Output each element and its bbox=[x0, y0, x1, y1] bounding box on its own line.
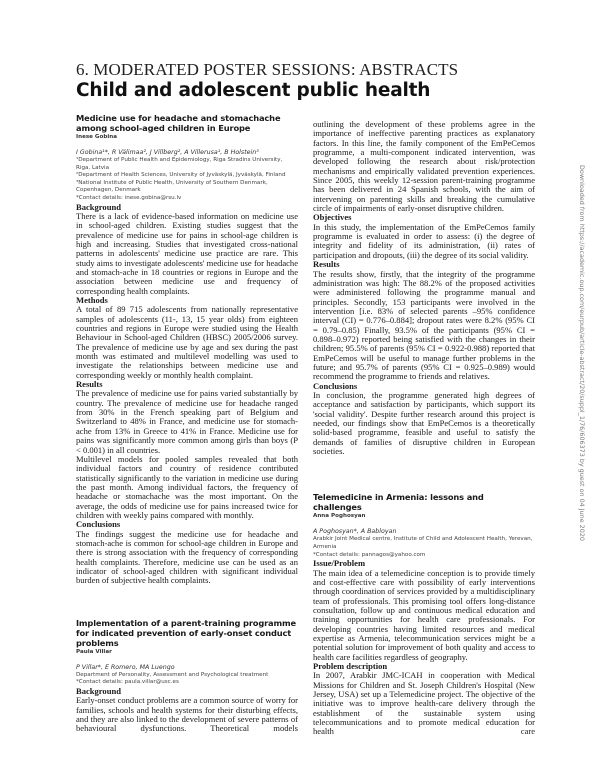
paragraph: outlining the development of these problems agree in the importance of ineffective parenting practices as explanatory factors. In this line, the family component of the EmPeCemos programme, a multi-component indicated intervention, was developed following the research about risk/protection mechanisms and empirically validated prevention experiences. Since 2005, this weekly 12-session parent-training programme has been delivered in 24 Spanish schools, with the aim of intervening on parenting skills and breaking the cumulative circle of impairments of early-onset disruptive children. bbox=[313, 119, 535, 214]
subheading-problem-description: Problem description bbox=[313, 660, 388, 671]
subheading-objectives: Objectives bbox=[313, 212, 352, 223]
abstract-title: Implementation of a parent-training programme for indicated prevention of early-onset conduct problems bbox=[76, 617, 296, 648]
paragraph: In this study, the implementation of the EmPeCemos family programme is evaluated in order to assess: (i) the degree of integrity and fidelity of its administration, (ii) rates of participation and dropouts, (iii) the degree of its social validity. bbox=[313, 221, 535, 260]
subheading-conclusions: Conclusions bbox=[76, 519, 121, 530]
section-title: Child and adolescent public health bbox=[76, 80, 431, 101]
subheading-background: Background bbox=[76, 201, 121, 212]
abstract-title: Telemedicine in Armenia: lessons and challenges bbox=[313, 492, 484, 513]
right-column bbox=[313, 120, 535, 737]
paragraph: In conclusion, the programme generated high degrees of acceptance and satisfaction by participants, which support its 'social validity'. Despite further research around this project is needed, our findings show that EmPeCemos is a theoretically solid-based programme, feasible and useful to satisfy the demands of families of disruptive children in European societies. bbox=[313, 389, 535, 457]
abstract-parent-training bbox=[76, 618, 298, 734]
paragraph: The results show, firstly, that the integrity of the programme administration was high: The 88.2% of the proposed activities were administered following the programme manual and principles. Secondly, 153 participants were involved in the intervention [i.e. 83% of selected parents –95% confidence interval (CI) = 0.776–0.884]; dropout rates were 8.2% (95% CI = 0.79–0.85) Finally, 93.5% of the participants (95% CI = 0.898–0.972) reported being satisfied with the changes in their children; 95.5% of parents (95% CI = 0.922-0.988) reported that EmPeCemos will be useful to manage further problems in the future; and 95.7% of parents (95% CI = 0.925–0.989) would recommend the programme to friends and relatives. bbox=[313, 268, 535, 382]
abstract-presenter: Inese Gobina bbox=[76, 134, 118, 140]
section-label: 6. MODERATED POSTER SESSIONS: ABSTRACTS bbox=[76, 60, 459, 79]
author-list: I Gobina¹*, R Välimaa², J Villberg², A Villerusa¹, B Holstein³ bbox=[76, 149, 259, 156]
paragraph: The main idea of a telemedicine conception is to provide timely and cost-effective care with possibility of early interventions through coordination of services provided by a multidisciplinary team of professionals. This promising tool offers long-distance consultation, follow up and continuous medical education and training opportunities for health care professionals. For developing countries having limited resources and medical expertise as Armenia, telecommunication services might be a potential solution for improvement of both quality and access to health care facilities regardless of geography. bbox=[313, 567, 535, 662]
subheading-results: Results bbox=[76, 379, 103, 390]
affiliation: ³National Institute of Public Health, University of Southern Denmark, Copenhagen, Denmark bbox=[76, 179, 268, 194]
affiliation: Arabkir Joint Medical centre, Institute of Child and Adolescent Health, Yerevan, Armenia bbox=[313, 536, 533, 550]
download-watermark: Downloaded from https://academic.oup.com/eurpub/article-abstract/20/suppl_1/76/606373 by guest on 04 June 2020 bbox=[578, 165, 586, 541]
paragraph: The findings suggest the medicine use for headache and stomach-ache is common for school-age children in Europe and there is strong association with the frequency of corresponding health complaints. Therefore, medicine use can be used as an indicator of school-aged children with significant individual burden of subjective health complaints. bbox=[76, 528, 298, 586]
paragraph: In 2007, Arabkir JMC-ICAH in cooperation with Medical Missions for Children and St. Joseph Children's Hospital (New Jersey, USA) set up a Telemedicine project. The objective of the initiative was to improve health-care delivery through the establishment of the sustainable system using telecommunications and to promote medical education for health care bbox=[313, 670, 535, 737]
author-list: A Poghosyan*, A Babloyan bbox=[313, 528, 397, 536]
abstract-presenter: Anna Poghosyan bbox=[313, 513, 366, 520]
paragraph: A total of 89 715 adolescents from nationally representative samples of adolescents (11-, 13, 15 year olds) from eighteen countries and regions in Europe were studied using the Health Behaviour in School-aged Children (HBSC) 2005/2006 survey. The prevalence of medicine use by age and sex during the past month was estimated and multilevel modelling was used to investigate the relationships between medicine use and corresponding weekly or monthly health complaint. bbox=[76, 304, 298, 380]
subheading-issue: Issue/Problem bbox=[313, 558, 366, 569]
affiliation: Department of Personality, Assessment and Psychological treatment bbox=[76, 671, 269, 678]
abstract-telemedicine bbox=[313, 492, 535, 736]
author-list: P Villar*, E Romero, MA Luengo bbox=[76, 663, 175, 671]
left-column bbox=[76, 113, 298, 734]
subheading-methods: Methods bbox=[76, 295, 108, 305]
abstract-parent-training-continued bbox=[313, 120, 535, 456]
paragraph: Multilevel models for pooled samples revealed that both individual factors and country of residence contributed statistically significantly to the variation in medicine use during the past month. Among individual factors, the frequency of headache or stomachache was the most important. On the average, the odds of medicine use for pains increased twice for children with weekly pains compared with monthly. bbox=[76, 453, 298, 520]
abstract-title: Medicine use for headache and stomachache among school-aged children in Europe bbox=[76, 113, 281, 133]
paragraph: Early-onset conduct problems are a common source of worry for families, schools and health systems for their disturbing effects, and they are also linked to the development of severe patterns of behavioural dysfunctions. Theoretical models bbox=[76, 695, 298, 734]
contact-details: *Contact details: pannagos@yahoo.com bbox=[313, 551, 426, 558]
abstract-presenter: Paula Villar bbox=[76, 648, 112, 655]
subheading-results: Results bbox=[313, 259, 340, 270]
paragraph: The prevalence of medicine use for pains varied substantially by country. The prevalence of medicine use for headache ranged from 30% in the French speaking part of Belgium and Switzerland to 48% in France, and medicine use for stomach-ache from 13% in Greece to 41% in France. Medicine use for pains was significantly more common among girls than boys (P < 0.001) in all countries. bbox=[76, 388, 298, 455]
paragraph: There is a lack of evidence-based information on medicine use in school-aged children. Existing studies suggest that the prevalence of medicine use for pains in school-age children is high and increasing. Studies that investigated cross-national patterns in adolescents' medicine use practice are rare. This study aims to investigate adolescents' medicine use for headache and stomach-ache in 18 countries or regions in Europe and the association between medicine use and frequency of corresponding health complaints. bbox=[76, 210, 298, 296]
contact-details: *Contact details: paula.villar@usc.es bbox=[76, 679, 179, 686]
affiliation: ²Department of Health Sciences, University of Jyväskylä, Jyväskylä, Finland bbox=[76, 172, 286, 179]
affiliation: ¹Department of Public Health and Epidemiology, Riga Stradins University, Riga, Latvia bbox=[76, 157, 283, 171]
contact-details: *Contact details: inese.gobina@rsu.lv bbox=[76, 194, 182, 201]
abstract-medicine-use bbox=[76, 113, 298, 586]
subheading-conclusions: Conclusions bbox=[313, 380, 358, 391]
subheading-background: Background bbox=[76, 685, 121, 696]
